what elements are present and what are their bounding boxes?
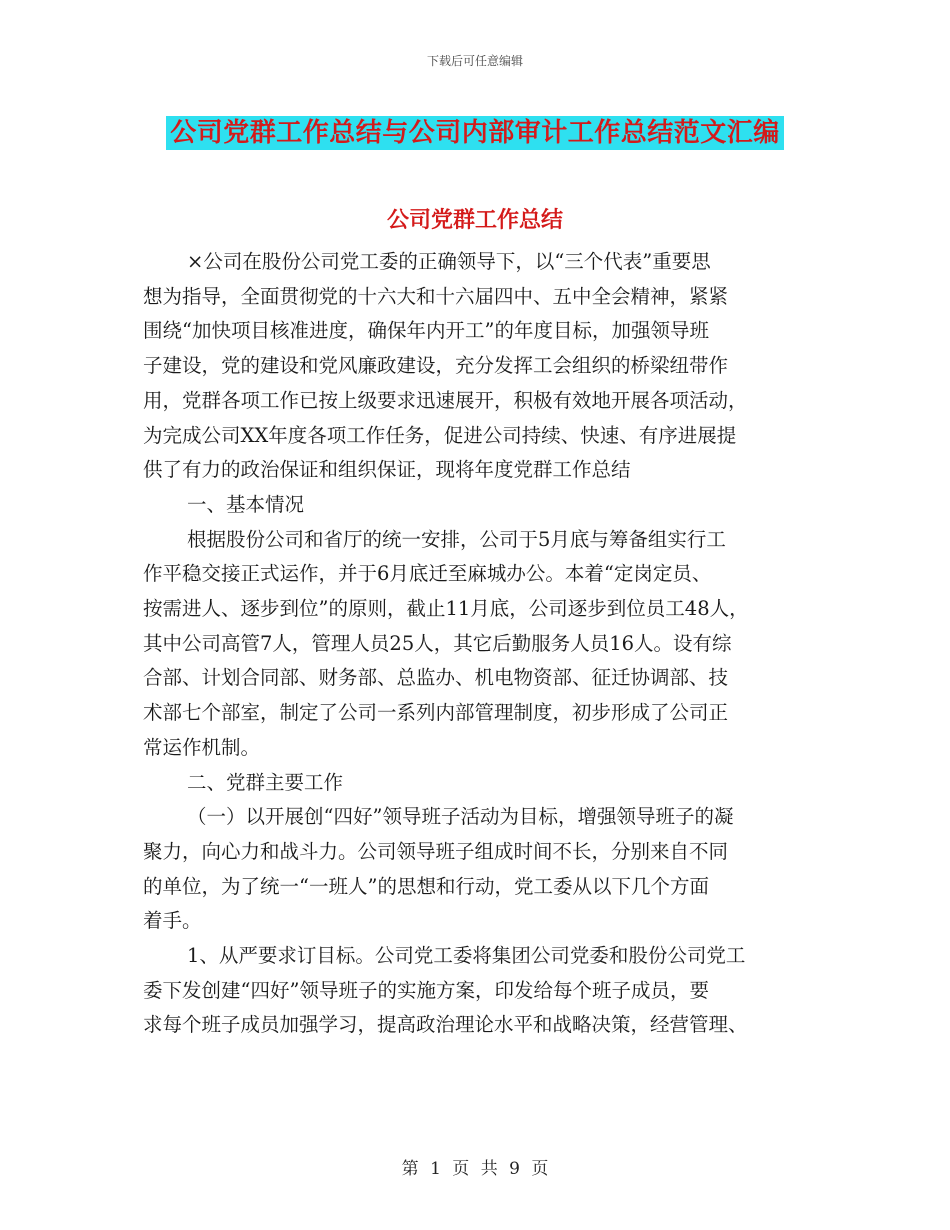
text-line: 为完成公司XX年度各项工作任务，促进公司持续、快速、有序进展提 xyxy=(143,423,737,447)
text-line: 合部、计划合同部、财务部、总监办、机电物资部、征迁协调部、技 xyxy=(143,666,729,690)
text-line: 聚力，向心力和战斗力。公司领导班子组成时间不长，分别来自不同 xyxy=(143,839,729,863)
text-line: 供了有力的政治保证和组织保证，现将年度党群工作总结 xyxy=(143,458,631,482)
document-title: 公司党群工作总结与公司内部审计工作总结范文汇编 xyxy=(166,116,784,150)
text-line: 着手。 xyxy=(143,909,202,933)
text-line: 术部七个部室，制定了公司一系列内部管理制度，初步形成了公司正 xyxy=(143,701,729,725)
text-line: （一）以开展创“四好”领导班子活动为目标，增强领导班子的凝 xyxy=(187,805,734,829)
section-title: 公司党群工作总结 xyxy=(386,207,563,233)
text-line: 常运作机制。 xyxy=(143,735,261,759)
body-text xyxy=(143,245,808,1043)
text-line: ×公司在股份公司党工委的正确领导下，以“三个代表”重要思 xyxy=(187,250,711,273)
document-title-container xyxy=(0,112,950,149)
text-line: 想为指导，全面贯彻党的十六大和十六届四中、五中全会精神，紧紧 xyxy=(143,284,729,308)
text-line: 其中公司高管7人，管理人员25人，其它后勤服务人员16人。设有综 xyxy=(143,631,732,655)
text-line: 根据股份公司和省厅的统一安排，公司于5月底与筹备组实行工 xyxy=(187,527,726,551)
section-heading-work: 二、党群主要工作 xyxy=(187,770,344,794)
text-line: 作平稳交接正式运作，并于6月底迁至麻城办公。本着“定岗定员、 xyxy=(143,562,712,586)
text-line: 子建设，党的建设和党风廉政建设，充分发挥工会组织的桥梁纽带作 xyxy=(143,354,729,378)
text-line: 围绕“加快项目核准进度，确保年内开工”的年度目标，加强领导班 xyxy=(143,319,709,343)
section-heading-basic: 一、基本情况 xyxy=(187,492,305,516)
page-header-note: 下载后可任意编辑 xyxy=(426,54,523,68)
text-line: 按需进人、逐步到位”的原则，截止11月底，公司逐步到位员工48人， xyxy=(143,597,749,621)
text-line: 用，党群各项工作已按上级要求迅速展开，积极有效地开展各项活动， xyxy=(143,388,748,412)
text-line: 1、从严要求订目标。公司党工委将集团公司党委和股份公司党工 xyxy=(187,944,746,968)
text-line: 的单位，为了统一“一班人”的思想和行动，党工委从以下几个方面 xyxy=(143,874,709,898)
page-number: 第 1 页 共 9 页 xyxy=(401,1159,549,1179)
text-line: 求每个班子成员加强学习，提高政治理论水平和战略决策，经营管理、 xyxy=(143,1013,748,1037)
text-line: 委下发创建“四好”领导班子的实施方案，印发给每个班子成员，要 xyxy=(143,978,709,1002)
